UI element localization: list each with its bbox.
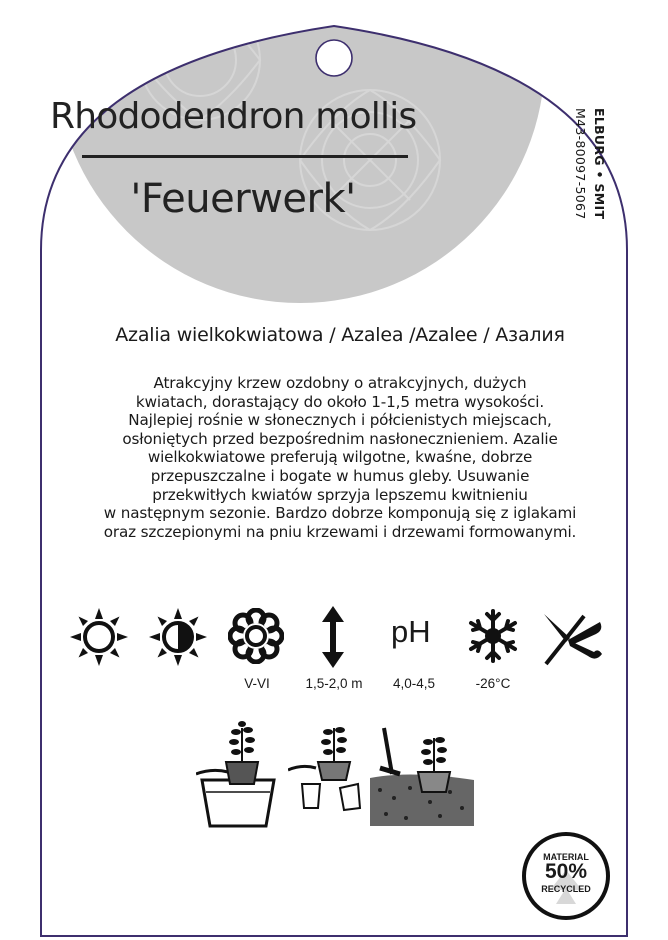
frost-icon: [466, 608, 520, 664]
description-line: osłoniętych przed bezpośrednim nasłonecznieniem. Azalie: [122, 429, 558, 448]
hardiness-temp: -26°C: [475, 676, 511, 691]
common-names: Azalia wielkokwiatowa / Azalea /Azalee / Азалия: [115, 324, 565, 346]
botanical-title: Rhododendron mollis: [50, 96, 417, 137]
title-divider: [82, 155, 408, 158]
product-code: M43-80097-5067: [573, 108, 588, 220]
brand-name: ELBURG • SMIT: [592, 108, 607, 220]
description: [50, 374, 630, 541]
ph-range: 4,0-4,5: [392, 676, 436, 691]
plant-height: 1,5-2,0 m: [305, 676, 363, 691]
soak-pot-icon: [196, 718, 280, 828]
no-pruning-icon: [540, 608, 606, 668]
bloom-period: V-VI: [244, 676, 270, 691]
description-line: wielkokwiatowe preferują wilgotne, kwaśne, dobrze: [147, 448, 533, 467]
height-arrow-icon: [322, 606, 344, 668]
badge-line-percent: 50%: [544, 860, 588, 883]
description-line: Atrakcyjny krzew ozdobny o atrakcyjnych, dużych: [153, 374, 527, 392]
description-line: przepuszczalne i bogate w humus gleby. Usuwanie: [150, 466, 530, 485]
plant-in-soil-icon: [370, 718, 474, 826]
ph-icon: pH: [391, 614, 431, 649]
header-grey-disc: [55, 0, 545, 303]
badge-line-recycled: RECYCLED: [541, 884, 591, 894]
full-sun-icon: [70, 608, 128, 666]
remove-pot-icon: [288, 718, 372, 818]
description-line: Najlepiej rośnie w słonecznych i półcienistych miejscach,: [128, 411, 552, 430]
description-line: w następnym sezonie. Bardzo dobrze komponują się z iglakami: [103, 504, 577, 523]
description-line: kwiatach, dorastający do około 1-1,5 metra wysokości.: [135, 392, 545, 411]
badge-line-material: MATERIAL: [543, 852, 589, 862]
cultivar-name: 'Feuerwerk': [130, 176, 356, 222]
description-line: oraz szczepionymi na pniu krzewami i drzewami formowanymi.: [103, 522, 577, 541]
flower-icon: [228, 608, 284, 664]
description-line: przekwitłych kwiatów sprzyja lepszemu kwitnieniu: [152, 485, 528, 504]
hang-hole: [316, 40, 352, 76]
partial-shade-icon: [149, 608, 207, 666]
